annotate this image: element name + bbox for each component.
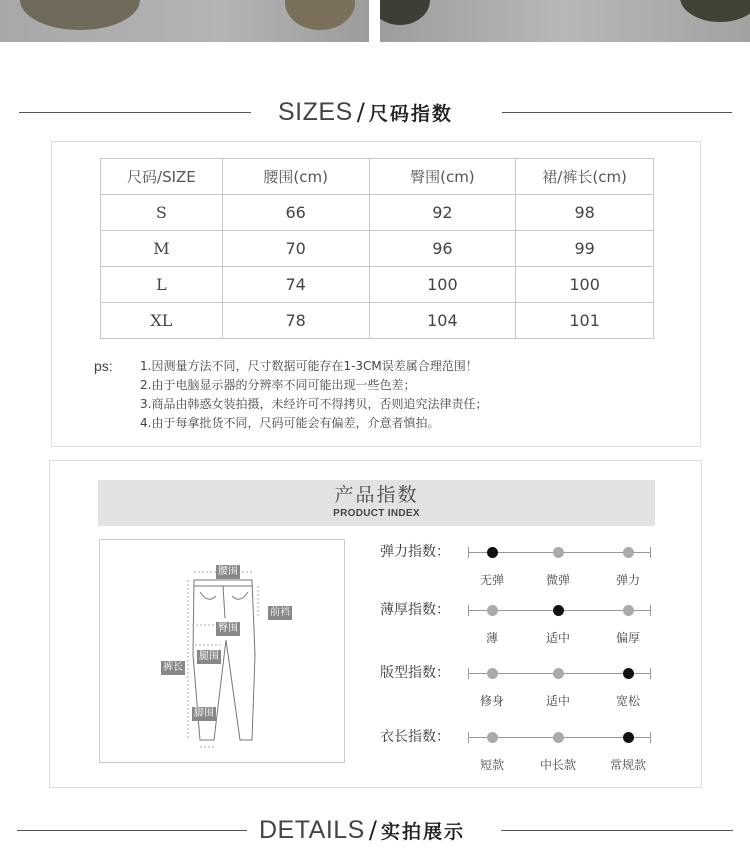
index-track (468, 737, 651, 772)
index-option: 常规款 (609, 758, 647, 772)
sizes-title-cn: 尺码指数 (368, 103, 453, 125)
size-chart-panel (51, 141, 701, 447)
size-cell: S (101, 195, 223, 231)
header-rule-right (502, 112, 732, 113)
index-option: 微弹 (545, 573, 571, 587)
waist-cell: 78 (222, 303, 369, 339)
index-option: 适中 (545, 631, 571, 645)
size-table (100, 158, 654, 339)
length-cell: 99 (516, 231, 654, 267)
column-header: 臀围(cm) (369, 159, 516, 195)
index-dot (553, 732, 564, 743)
table-row (101, 303, 654, 339)
index-option: 偏厚 (615, 631, 641, 645)
note-item: 2.由于电脑显示器的分辨率不同可能出现一些色差； (140, 378, 416, 392)
waist-cell: 70 (222, 231, 369, 267)
index-option: 无弹 (479, 573, 505, 587)
index-dot (553, 605, 564, 616)
details-title (259, 810, 465, 850)
index-dot (487, 732, 498, 743)
hip-cell: 100 (369, 267, 516, 303)
index-dot (623, 605, 634, 616)
waist-measure-label: 腰围 (218, 566, 238, 577)
hip-measure-label: 臀围 (218, 623, 238, 634)
product-index-panel (49, 460, 702, 788)
size-cell: M (101, 231, 223, 267)
index-option: 中长款 (539, 758, 577, 772)
header-rule-right (501, 830, 733, 831)
index-option: 修身 (479, 694, 505, 708)
index-label: 弹力指数： (380, 544, 450, 560)
index-dot (623, 668, 634, 679)
product-index-title: 产品指数 (334, 484, 419, 506)
product-photo-left (0, 0, 369, 42)
index-dot (553, 547, 564, 558)
notes-prefix: ps: (94, 358, 113, 374)
product-index-banner (98, 480, 655, 526)
size-cell: L (101, 267, 223, 303)
index-track (468, 673, 651, 708)
index-dot (623, 547, 634, 558)
index-option: 弹力 (615, 573, 641, 587)
index-dot (487, 605, 498, 616)
note-item: 4.由于每拿批货不同，尺码可能会有偏差，介意者慎拍。 (140, 416, 440, 430)
length-cell: 101 (516, 303, 654, 339)
index-dot (623, 732, 634, 743)
product-photo-right (380, 0, 750, 42)
index-label: 版型指数： (380, 665, 450, 681)
index-label: 薄厚指数： (380, 602, 450, 618)
product-index-subtitle: PRODUCT INDEX (333, 508, 420, 519)
length-cell: 100 (516, 267, 654, 303)
notes-list (140, 357, 660, 433)
thickness-index (380, 600, 670, 645)
sizes-title (278, 92, 453, 132)
note-item: 1.因测量方法不同，尺寸数据可能存在1-3CM误差属合理范围！ (140, 359, 478, 373)
thigh-measure-label: 腿围 (199, 651, 219, 662)
table-row (101, 231, 654, 267)
size-cell: XL (101, 303, 223, 339)
details-title-sep: / (368, 816, 377, 844)
details-header (0, 810, 750, 850)
sizes-header (0, 92, 750, 132)
index-dot (553, 668, 564, 679)
column-header: 尺码/SIZE (101, 159, 223, 195)
header-rule-left (17, 830, 247, 831)
hip-cell: 96 (369, 231, 516, 267)
details-title-cn: 实拍展示 (380, 821, 465, 843)
table-row (101, 267, 654, 303)
waist-cell: 74 (222, 267, 369, 303)
note-item: 3.商品由韩惑女装拍摄，未经许可不得拷贝，否则追究法律责任； (140, 397, 488, 411)
sizes-title-en: SIZES (278, 98, 353, 126)
index-option: 宽松 (615, 694, 641, 708)
elasticity-index (380, 542, 670, 587)
index-label: 衣长指数： (380, 729, 450, 745)
pants-measurement-diagram (99, 539, 345, 763)
index-dot (487, 547, 498, 558)
index-track (468, 610, 651, 645)
hip-cell: 92 (369, 195, 516, 231)
length-cell: 98 (516, 195, 654, 231)
front-rise-measure-label: 前裆 (270, 607, 290, 618)
details-title-en: DETAILS (259, 816, 365, 844)
column-header: 腰围(cm) (222, 159, 369, 195)
length-measure-label: 裤长 (163, 662, 183, 673)
table-row (101, 195, 654, 231)
sizes-title-sep: / (356, 98, 365, 126)
fit-index (380, 663, 670, 708)
hem-measure-label: 脚围 (194, 708, 214, 719)
waist-cell: 66 (222, 195, 369, 231)
index-option: 薄 (485, 631, 499, 645)
length-index (380, 727, 670, 772)
index-track (468, 552, 651, 587)
header-rule-left (19, 112, 251, 113)
size-table-header (101, 159, 654, 195)
index-option: 短款 (479, 758, 505, 772)
column-header: 裙/裤长(cm) (516, 159, 654, 195)
hip-cell: 104 (369, 303, 516, 339)
index-dot (487, 668, 498, 679)
index-option: 适中 (545, 694, 571, 708)
